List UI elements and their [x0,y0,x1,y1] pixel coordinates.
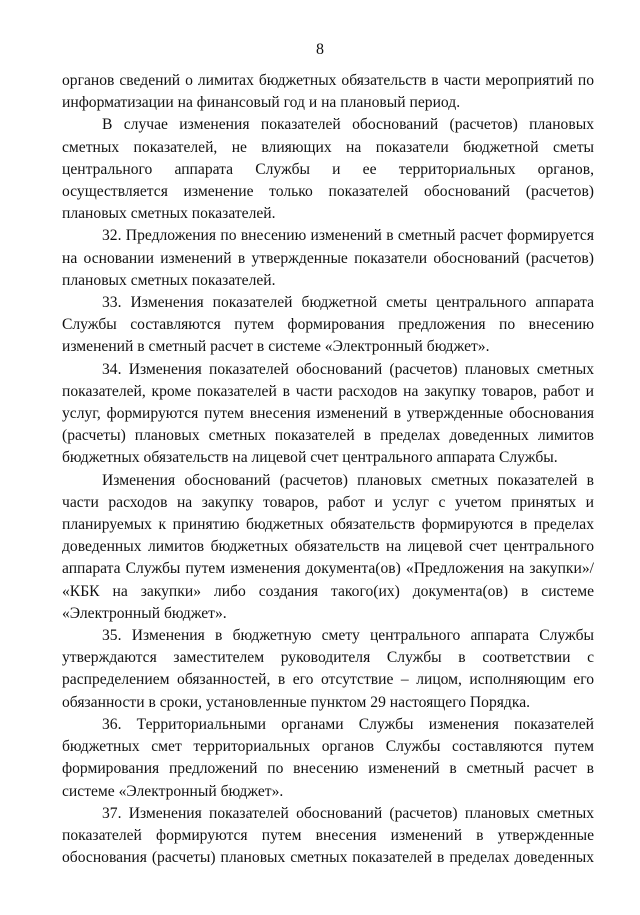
paragraph-36: 36. Территориальными органами Службы изменения показателей бюджетных смет территориальных органов Службы составляются путем формирования предложений по внесению изменений в сметный расчет в системе «Электронный бюджет». [62,715,594,800]
document-body [62,70,594,869]
paragraph-32: 32. Предложения по внесению изменений в сметный расчет формируется на основании изменений в утвержденные показатели обоснований (расчетов) плановых сметных показателей. [62,227,594,289]
paragraph-35: 35. Изменения в бюджетную смету центрального аппарата Службы утверждаются заместителем руководителя Службы в соответствии с распределением обязанностей, в его отсутствие – лицом, исполняющим его обязанности в сроки, установленные пунктом 29 настоящего Порядка. [62,627,594,711]
paragraph-procurement-changes: Изменения обоснований (расчетов) плановых сметных показателей в части расходов на закупку товаров, работ и услуг с учетом принятых и планируемых к принятию бюджетных обязательств формируются в пределах доведенных лимитов бюджетных обязательств на лицевой счет центрального аппарата Службы путем изменения документа(ов) «Предложения на закупки»/ «КБК на закупки» либо создания такого(их) документа(ов) в системе «Электронный бюджет». [62,471,594,622]
paragraph-33: 33. Изменения показателей бюджетной сметы центрального аппарата Службы составляются путем формирования предложения по внесению изменений в сметный расчет в системе «Электронный бюджет». [62,294,594,356]
page-number: 8 [316,41,324,58]
paragraph-continuation: органов сведений о лимитах бюджетных обязательств в части мероприятий по информатизации на финансовый год и на плановый период. [62,72,594,112]
paragraph-37: 37. Изменения показателей обоснований (расчетов) плановых сметных показателей формируются путем внесения изменений в утвержденные обоснования (расчеты) плановых сметных показателей в пределах доведенных [62,804,594,867]
paragraph-34: 34. Изменения показателей обоснований (расчетов) плановых сметных показателей, кроме показателей в части расходов на закупку товаров, работ и услуг, формируются путем внесения изменений в утвержденные обоснования (расчеты) плановых сметных показателей в пределах доведенных лимитов бюджетных обязательств на лицевой счет центрального аппарата Службы. [62,360,594,467]
paragraph-budget-changes: В случае изменения показателей обоснований (расчетов) плановых сметных показателей, не влияющих на показатели бюджетной сметы центрального аппарата Службы и ее территориальных органов, осуществляется изменение только показателей обоснований (расчетов) плановых сметных показателей. [62,116,594,223]
